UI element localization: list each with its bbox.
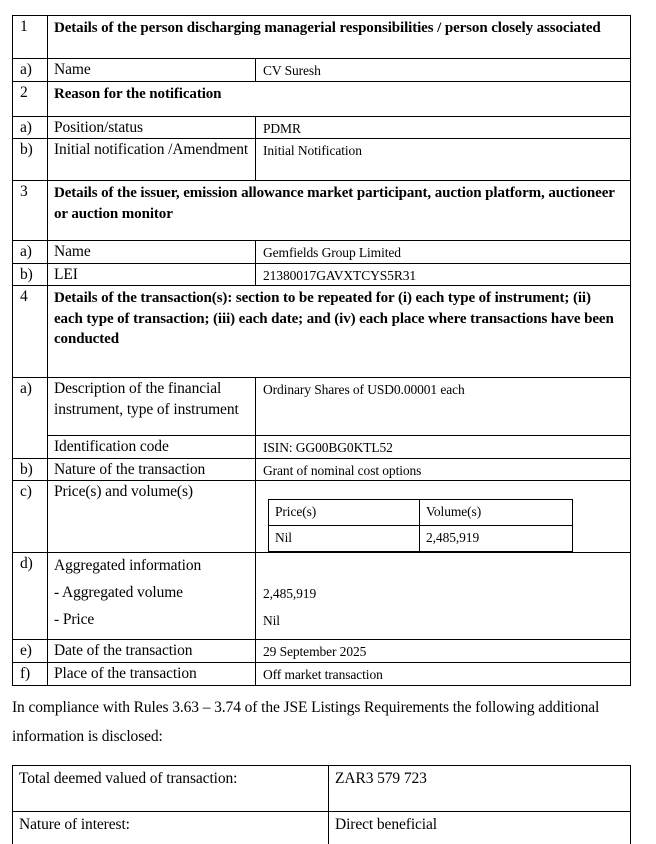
aggregated-info-label: Aggregated information: [54, 557, 202, 574]
price-value: Nil: [269, 526, 420, 552]
additional-info-table: [12, 765, 631, 844]
transaction-place-row: [13, 663, 631, 686]
field-label: Price(s) and volume(s): [48, 481, 256, 553]
initial-notification-row: [13, 139, 631, 181]
field-label: Place of the transaction: [48, 663, 256, 686]
field-value: Gemfields Group Limited: [256, 241, 631, 264]
section-number: 1: [13, 16, 48, 59]
volume-value: 2,485,919: [420, 526, 573, 552]
row-letter: f): [13, 663, 48, 686]
pdmr-name-row: [13, 59, 631, 82]
section-3-row: [13, 181, 631, 241]
section-number: 2: [13, 81, 48, 116]
field-label: Position/status: [48, 116, 256, 139]
field-label: Nature of the transaction: [48, 458, 256, 481]
field-label: LEI: [48, 263, 256, 286]
row-letter: c): [13, 481, 48, 553]
transaction-date-row: [13, 640, 631, 663]
spacer: [263, 558, 624, 585]
row-letter: b): [13, 263, 48, 286]
field-value: CV Suresh: [256, 59, 631, 82]
section-number: 4: [13, 286, 48, 378]
compliance-note: In compliance with Rules 3.63 – 3.74 of the JSE Listings Requirements the following additional information is disclosed:: [12, 698, 600, 745]
aggregated-price-value: Nil: [263, 613, 280, 628]
identification-code-row: [13, 436, 631, 459]
nature-of-interest-row: [13, 811, 631, 844]
pdmr-notification-table: [12, 15, 631, 686]
row-letter: a): [13, 116, 48, 139]
field-value: ISIN: GG00BG0KTL52: [256, 436, 631, 459]
field-label: Date of the transaction: [48, 640, 256, 663]
field-value: Initial Notification: [256, 139, 631, 181]
section-title: Reason for the notification: [48, 81, 631, 116]
row-letter: a): [13, 59, 48, 82]
price-volume-cell: [256, 481, 631, 553]
aggregated-volume-label: - Aggregated volume: [54, 584, 183, 601]
section-1-row: [13, 16, 631, 59]
aggregated-labels: [48, 553, 256, 640]
transaction-nature-row: [13, 458, 631, 481]
price-volume-value-row: [269, 526, 573, 552]
row-letter: b): [13, 139, 48, 181]
field-label: Total deemed valued of transaction:: [13, 765, 329, 811]
price-volume-row: [13, 481, 631, 553]
field-label: Initial notification /Amendment: [48, 139, 256, 181]
row-letter: b): [13, 458, 48, 481]
field-label: Identification code: [48, 436, 256, 459]
section-number: 3: [13, 181, 48, 241]
field-label: Description of the financial instrument, type of instrument: [48, 378, 256, 436]
instrument-description-row: [13, 378, 631, 436]
row-letter: a): [13, 378, 48, 459]
volume-header: Volume(s): [420, 500, 573, 526]
field-value: 29 September 2025: [256, 640, 631, 663]
section-2-row: [13, 81, 631, 116]
section-title: Details of the transaction(s): section to be repeated for (i) each type of instrument; (ii) each type of transaction; (iii) each date; and (iv) each place where transactions have been conducted: [48, 286, 631, 378]
row-letter: d): [13, 553, 48, 640]
field-value: 21380017GAVXTCYS5R31: [256, 263, 631, 286]
field-value: Direct beneficial: [329, 811, 631, 844]
section-title: Details of the issuer, emission allowance market participant, auction platform, auctioneer or auction monitor: [48, 181, 631, 241]
field-label: Nature of interest:: [13, 811, 329, 844]
lei-row: [13, 263, 631, 286]
row-letter: e): [13, 640, 48, 663]
price-volume-header-row: [269, 500, 573, 526]
field-value: PDMR: [256, 116, 631, 139]
row-letter: a): [13, 241, 48, 264]
field-value: Off market transaction: [256, 663, 631, 686]
price-header: Price(s): [269, 500, 420, 526]
field-value: Grant of nominal cost options: [256, 458, 631, 481]
aggregated-info-row: [13, 553, 631, 640]
aggregated-volume-value: 2,485,919: [263, 586, 317, 601]
section-title: Details of the person discharging managerial responsibilities / person closely associated: [48, 16, 631, 59]
issuer-name-row: [13, 241, 631, 264]
field-value: Ordinary Shares of USD0.00001 each: [256, 378, 631, 436]
aggregated-price-label: - Price: [54, 611, 95, 628]
deemed-value-row: [13, 765, 631, 811]
section-4-row: [13, 286, 631, 378]
field-value: ZAR3 579 723: [329, 765, 631, 811]
field-label: Name: [48, 241, 256, 264]
position-status-row: [13, 116, 631, 139]
aggregated-values: [256, 553, 631, 640]
price-volume-table: [268, 499, 573, 552]
field-label: Name: [48, 59, 256, 82]
